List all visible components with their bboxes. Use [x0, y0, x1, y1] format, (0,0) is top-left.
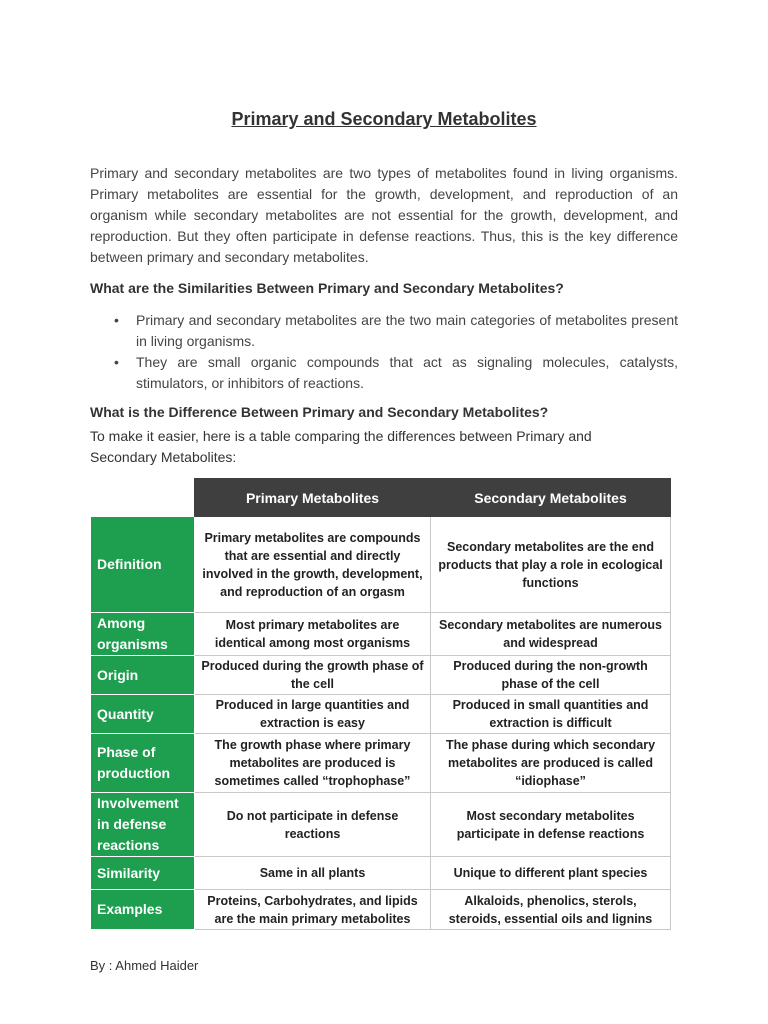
- header-secondary: Secondary Metabolites: [431, 479, 671, 517]
- table-row: [91, 517, 671, 613]
- similarities-list: [90, 310, 678, 394]
- difference-heading: What is the Difference Between Primary and Secondary Metabolites?: [90, 404, 549, 420]
- comparison-table: [90, 478, 671, 930]
- difference-lead: To make it easier, here is a table comparing the differences between Primary and Secondary Metabolites:: [90, 428, 592, 465]
- header-primary: Primary Metabolites: [195, 479, 431, 517]
- row-label: Involvement in defense reactions: [91, 793, 195, 857]
- secondary-cell: Unique to different plant species: [431, 857, 671, 890]
- primary-cell: Most primary metabolites are identical among most organisms: [195, 613, 431, 656]
- primary-cell: Same in all plants: [195, 857, 431, 890]
- list-item: • Primary and secondary metabolites are the two main categories of metabolites present in living organisms.: [90, 310, 678, 352]
- table-row: [91, 613, 671, 656]
- primary-cell: The growth phase where primary metabolites are produced is sometimes called “trophophase”: [195, 734, 431, 793]
- row-label: Phase of production: [91, 734, 195, 793]
- list-item: • They are small organic compounds that act as signaling molecules, catalysts, stimulators, or inhibitors of reactions.: [90, 352, 678, 394]
- row-label: Definition: [91, 517, 195, 613]
- primary-cell: Do not participate in defense reactions: [195, 793, 431, 857]
- row-label: Among organisms: [91, 613, 195, 656]
- secondary-cell: Produced during the non-growth phase of the cell: [431, 656, 671, 695]
- primary-cell: Primary metabolites are compounds that are essential and directly involved in the growth, development, and reproduction of an orgasm: [195, 517, 431, 613]
- similarities-heading: What are the Similarities Between Primary and Secondary Metabolites?: [90, 280, 564, 296]
- secondary-cell: The phase during which secondary metabolites are produced is called “idiophase”: [431, 734, 671, 793]
- secondary-cell: Secondary metabolites are numerous and widespread: [431, 613, 671, 656]
- table-row: [91, 793, 671, 857]
- page-title: Primary and Secondary Metabolites: [231, 109, 537, 129]
- table-row: [91, 695, 671, 734]
- table-row: [91, 656, 671, 695]
- primary-cell: Proteins, Carbohydrates, and lipids are the main primary metabolites: [195, 890, 431, 930]
- secondary-cell: Most secondary metabolites participate in defense reactions: [431, 793, 671, 857]
- table-corner: [91, 479, 195, 517]
- secondary-cell: Secondary metabolites are the end products that play a role in ecological functions: [431, 517, 671, 613]
- table-row: [91, 890, 671, 930]
- intro-paragraph: Primary and secondary metabolites are two types of metabolites found in living organisms. Primary metabolites are essential for the growth, development, and reproduction of an organism while secondary metabolites are not essential for the growth, development, and reproduction. But they often participate in defense reactions. Thus, this is the key difference between primary and secondary metabolites.: [90, 165, 678, 265]
- author-footer: By : Ahmed Haider: [90, 958, 199, 973]
- row-label: Origin: [91, 656, 195, 695]
- secondary-cell: Alkaloids, phenolics, sterols, steroids, essential oils and lignins: [431, 890, 671, 930]
- row-label: Examples: [91, 890, 195, 930]
- table-row: [91, 734, 671, 793]
- secondary-cell: Produced in small quantities and extraction is difficult: [431, 695, 671, 734]
- primary-cell: Produced in large quantities and extraction is easy: [195, 695, 431, 734]
- primary-cell: Produced during the growth phase of the cell: [195, 656, 431, 695]
- table-row: [91, 857, 671, 890]
- row-label: Quantity: [91, 695, 195, 734]
- row-label: Similarity: [91, 857, 195, 890]
